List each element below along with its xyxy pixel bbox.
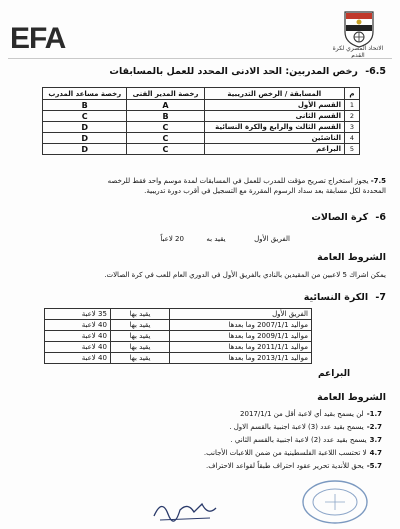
row-assistant: D [43,144,127,155]
general-terms-1-text: يمكن اشراك 5 لاعبين من المقيدين بالنادي بالفريق الأول في الدوري العام للعب في كرة الصالات. [104,271,386,279]
rule-number: 2.7- [366,423,382,431]
row-competition: الناشئين [204,133,344,144]
efa-logo: EFA [10,22,66,55]
signature-icon [150,494,220,524]
row-assistant: B [43,100,127,111]
row-head-coach: B [127,111,204,122]
row-category: مواليد 2013/1/1 وما بعدها [170,353,312,364]
row-registered: يقيد بها [110,331,169,342]
section-6-number: 6- [375,212,386,223]
table-row [45,331,312,342]
row-num: 1 [345,100,360,111]
row-category: الفريق الأول [170,309,312,320]
row-count: 40 لاعبة [45,320,111,331]
section-7-title: الكرة النسائية [303,292,369,303]
halls-team: الفريق الأول [254,235,290,243]
row-num: 4 [345,133,360,144]
section-6-5-title: رخص المدربين: الحد الادنى المحدد للعمل بالمسابقات [109,66,358,77]
rule-text: لن يسمح بقيد أي لاعبة أقل من 2017/1/1 [240,410,364,418]
coach-license-table [42,87,360,155]
row-count: 35 لاعبة [45,309,111,320]
table-row [45,309,312,320]
row-competition: البراعم [204,144,344,155]
rule-text: يسمح بقيد عدد (2) لاعبة اجنبية بالقسم الثاني . [230,436,367,444]
rule-number: 3.7 [369,436,382,444]
table-row [45,320,312,331]
rule-item [230,436,382,444]
paragraph-7-5-line2: المحددة لكل مسابقة بعد سداد الرسوم المقررة مع التسجيل في أقرب دورة تدريبية. [144,187,386,196]
table-row [45,342,312,353]
row-num: 5 [345,144,360,155]
general-terms-2-heading: الشروط العامة [317,392,386,403]
rule-text: يسمح بقيد عدد (3) لاعبة اجنبية بالقسم الاول . [229,423,364,431]
paragraph-7-5-line1: يجوز استخراج تصريح مؤقت للمدرب للعمل في المسابقات لمدة موسم واحد فقط للرخصه [107,177,369,185]
egypt-crest-icon [342,10,376,48]
row-competition: القسم الثالث والرابع والكرة النسائية [204,122,344,133]
crest-caption: الاتحاد المصري لكرة القدم [332,45,384,59]
header-divider [8,58,392,59]
header-assistant: رخصة مساعد المدرب [43,88,127,100]
row-category: مواليد 2007/1/1 وما بعدها [170,320,312,331]
row-count: 40 لاعبة [45,353,111,364]
paragraph-7-5 [14,176,386,196]
rule-text: لا تحتسب اللاعبة الفلسطينية من ضمن اللاعبات الأجانب. [203,449,367,457]
header-num: م [345,88,360,100]
rule-item [206,462,382,470]
row-registered: يقيد بها [110,309,169,320]
row-num: 3 [345,122,360,133]
row-head-coach: A [127,100,204,111]
section-6-5-heading [109,66,386,77]
rule-number: 5.7- [366,462,382,470]
general-terms-1-heading: الشروط العامة [317,252,386,263]
rule-item [240,410,382,418]
row-category: مواليد 2011/1/1 وما بعدها [170,342,312,353]
women-football-table [44,308,312,364]
buraem-side-label: البراعم [318,369,351,379]
row-head-coach: C [127,122,204,133]
row-head-coach: C [127,144,204,155]
table-header-row [43,88,360,100]
row-count: 40 لاعبة [45,331,111,342]
table-row [43,100,360,111]
row-competition: القسم الثانى [204,111,344,122]
header-competition: المسابقة / الرخص التدريبية [204,88,344,100]
official-stamp-icon [300,478,370,526]
table-row [45,353,312,364]
rule-number: 1.7- [366,410,382,418]
section-6-title: كرة الصالات [311,212,369,223]
header-head-coach: رخصة المدير الفنى [127,88,204,100]
halls-registered: يقيد به [206,235,226,243]
section-7-number: 7- [375,292,386,303]
row-registered: يقيد بها [110,342,169,353]
row-num: 2 [345,111,360,122]
paragraph-7-5-number: 7.5- [370,177,386,185]
row-registered: يقيد بها [110,353,169,364]
section-6-5-number: 6.5- [365,66,386,77]
rule-item [204,449,382,457]
row-competition: القسم الأول [204,100,344,111]
row-assistant: C [43,111,127,122]
rule-number: 4.7 [369,449,382,457]
rule-item [229,423,382,431]
rule-text: يحق للأندية تحرير عقود احتراف طبقاً لقواعد الاحتراف. [206,462,364,470]
table-row [43,144,360,155]
row-assistant: D [43,122,127,133]
halls-team-line [110,234,290,244]
table-row [43,133,360,144]
section-7-heading [304,292,386,303]
halls-count: 20 لاعباً [160,235,184,243]
row-category: مواليد 2009/1/1 وما بعدها [170,331,312,342]
table-row [43,111,360,122]
row-assistant: D [43,133,127,144]
table-row [43,122,360,133]
row-registered: يقيد بها [110,320,169,331]
row-count: 40 لاعبة [45,342,111,353]
row-head-coach: C [127,133,204,144]
section-6-heading [311,212,386,223]
